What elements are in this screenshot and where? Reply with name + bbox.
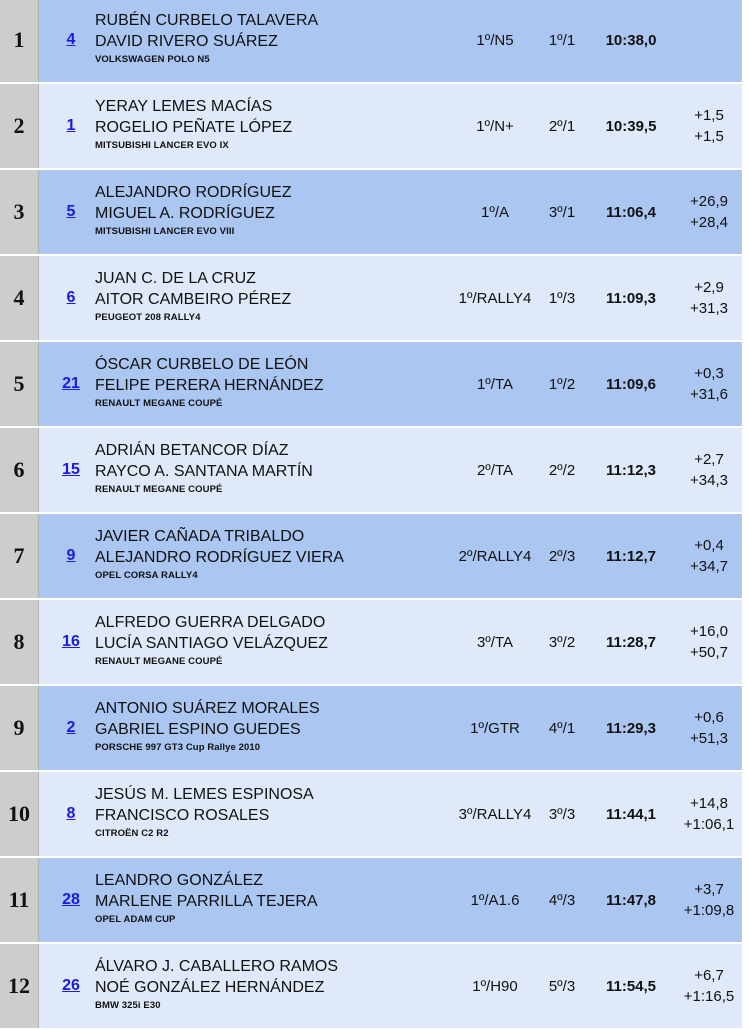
gap-leader: +1:06,1 [683,816,735,833]
position-cell: 1 [0,0,39,82]
group-position: 3º/2 [548,633,576,651]
group-position: 3º/1 [548,203,576,221]
driver-name: JUAN C. DE LA CRUZ [95,270,256,287]
crew-cell [95,268,291,325]
stage-time: 10:39,5 [605,117,657,135]
gap-leader: +51,3 [690,730,728,747]
stage-time: 11:09,3 [605,289,657,307]
codriver-name: LUCÍA SANTIAGO VELÁZQUEZ [95,635,328,652]
gap-previous: +0,4 [694,537,724,554]
position-cell: 7 [0,514,39,598]
gap-leader: +34,3 [690,472,728,489]
gap-previous: +0,6 [694,709,724,726]
car-number-link[interactable]: 5 [66,203,76,220]
codriver-name: FELIPE PERERA HERNÁNDEZ [95,377,324,394]
gap-cell [672,772,746,856]
codriver-name: ROGELIO PEÑATE LÓPEZ [95,119,293,136]
stage-time: 11:44,1 [605,805,657,823]
result-row [0,170,742,256]
result-row [0,0,742,84]
driver-name: JAVIER CAÑADA TRIBALDO [95,528,305,545]
class-position: 1º/A [481,203,509,221]
stage-time: 11:47,8 [605,891,657,909]
gap-cell [672,858,746,942]
gap-cell [672,600,746,684]
crew-cell [95,870,318,927]
car-number-link[interactable]: 1 [66,117,76,134]
crew-cell [95,784,314,841]
crew-cell [95,612,328,669]
gap-leader: +34,7 [690,558,728,575]
group-position: 1º/2 [548,375,576,393]
group-position: 4º/1 [548,719,576,737]
driver-name: JESÚS M. LEMES ESPINOSA [95,786,314,803]
car-model: VOLKSWAGEN POLO N5 [95,54,210,65]
gap-previous: +26,9 [690,193,728,210]
gap-previous: +2,7 [694,451,724,468]
car-number-link[interactable]: 8 [66,805,76,822]
class-position: 1º/RALLY4 [458,289,532,307]
gap-previous: +0,3 [694,365,724,382]
group-position: 2º/2 [548,461,576,479]
position-cell: 2 [0,84,39,168]
car-model: OPEL CORSA RALLY4 [95,570,198,581]
position-cell: 3 [0,170,39,254]
gap-cell [672,170,746,254]
codriver-name: DAVID RIVERO SUÁREZ [95,33,278,50]
stage-time: 11:09,6 [605,375,657,393]
class-position: 1º/A1.6 [470,891,520,909]
result-row [0,686,742,772]
stage-time: 11:12,7 [605,547,657,565]
crew-cell [95,96,292,153]
position-cell: 9 [0,686,39,770]
codriver-name: NOÉ GONZÁLEZ HERNÁNDEZ [95,979,325,996]
codriver-name: MARLENE PARRILLA TEJERA [95,893,318,910]
car-model: BMW 325i E30 [95,1000,161,1011]
driver-name: ÓSCAR CURBELO DE LEÓN [95,356,309,373]
crew-cell [95,10,318,67]
car-number-link[interactable]: 4 [66,31,76,48]
codriver-name: FRANCISCO ROSALES [95,807,270,824]
class-position: 1º/TA [476,375,514,393]
crew-cell [95,354,324,411]
crew-cell [95,526,344,583]
position-cell: 11 [0,858,39,942]
result-row [0,600,742,686]
class-position: 3º/RALLY4 [458,805,532,823]
car-number-link[interactable]: 2 [66,719,76,736]
position-cell: 12 [0,944,39,1028]
result-row [0,256,742,342]
car-model: RENAULT MEGANE COUPÉ [95,656,223,667]
group-position: 4º/3 [548,891,576,909]
car-model: OPEL ADAM CUP [95,914,176,925]
class-position: 1º/GTR [470,719,520,737]
gap-leader: +50,7 [690,644,728,661]
gap-previous: +3,7 [694,881,724,898]
car-number-link[interactable]: 21 [62,375,80,392]
codriver-name: ALEJANDRO RODRÍGUEZ VIERA [95,549,344,566]
class-position: 1º/H90 [472,977,518,995]
car-model: CITROËN C2 R2 [95,828,169,839]
codriver-name: MIGUEL A. RODRÍGUEZ [95,205,275,222]
crew-cell [95,182,291,239]
car-model: PORSCHE 997 GT3 Cup Rallye 2010 [95,742,261,753]
gap-previous: +1,5 [694,107,724,124]
gap-cell [672,0,746,82]
driver-name: RUBÉN CURBELO TALAVERA [95,12,319,29]
stage-time: 10:38,0 [605,31,657,49]
position-cell: 4 [0,256,39,340]
car-model: PEUGEOT 208 RALLY4 [95,312,201,323]
gap-leader: +1:16,5 [683,988,735,1005]
stage-time: 11:12,3 [605,461,657,479]
car-number-link[interactable]: 28 [62,891,80,908]
group-position: 1º/1 [548,31,576,49]
gap-previous: +6,7 [694,967,724,984]
position-cell: 6 [0,428,39,512]
crew-cell [95,956,338,1013]
group-position: 3º/3 [548,805,576,823]
codriver-name: AITOR CAMBEIRO PÉREZ [95,291,292,308]
group-position: 5º/3 [548,977,576,995]
result-row [0,342,742,428]
driver-name: ADRIÁN BETANCOR DÍAZ [95,442,289,459]
gap-leader: +1:09,8 [683,902,735,919]
gap-cell [672,514,746,598]
car-model: MITSUBISHI LANCER EVO VIII [95,226,235,237]
result-row [0,944,742,1030]
driver-name: ALEJANDRO RODRÍGUEZ [95,184,292,201]
stage-time: 11:29,3 [605,719,657,737]
gap-leader: +31,3 [690,300,728,317]
crew-cell [95,440,313,497]
car-number-link[interactable]: 16 [62,633,80,650]
position-cell: 10 [0,772,39,856]
gap-leader: +1,5 [694,128,724,145]
result-row [0,514,742,600]
position-cell: 5 [0,342,39,426]
driver-name: ÁLVARO J. CABALLERO RAMOS [95,958,339,975]
class-position: 2º/RALLY4 [458,547,532,565]
class-position: 3º/TA [476,633,514,651]
driver-name: ANTONIO SUÁREZ MORALES [95,700,320,717]
car-number-link[interactable]: 26 [62,977,80,994]
driver-name: LEANDRO GONZÁLEZ [95,872,264,889]
group-position: 2º/1 [548,117,576,135]
result-row [0,772,742,858]
car-number-link[interactable]: 6 [66,289,76,306]
codriver-name: RAYCO A. SANTANA MARTÍN [95,463,313,480]
class-position: 1º/N5 [476,31,514,49]
gap-previous: +14,8 [690,795,728,812]
gap-leader: +28,4 [690,214,728,231]
class-position: 2º/TA [476,461,514,479]
gap-cell [672,256,746,340]
group-position: 1º/3 [548,289,576,307]
driver-name: YERAY LEMES MACÍAS [95,98,273,115]
gap-cell [672,428,746,512]
gap-cell [672,84,746,168]
gap-cell [672,944,746,1028]
group-position: 2º/3 [548,547,576,565]
class-position: 1º/N+ [476,117,514,135]
result-row [0,84,742,170]
car-number-link[interactable]: 9 [66,547,76,564]
car-model: RENAULT MEGANE COUPÉ [95,484,223,495]
stage-time: 11:28,7 [605,633,657,651]
gap-cell [672,686,746,770]
result-row [0,858,742,944]
driver-name: ALFREDO GUERRA DELGADO [95,614,326,631]
car-model: RENAULT MEGANE COUPÉ [95,398,223,409]
gap-cell [672,342,746,426]
car-number-link[interactable]: 15 [62,461,80,478]
gap-previous: +16,0 [690,623,728,640]
stage-time: 11:06,4 [605,203,657,221]
result-row [0,428,742,514]
stage-time: 11:54,5 [605,977,657,995]
gap-previous: +2,9 [694,279,724,296]
codriver-name: GABRIEL ESPINO GUEDES [95,721,301,738]
position-cell: 8 [0,600,39,684]
gap-leader: +31,6 [690,386,728,403]
car-model: MITSUBISHI LANCER EVO IX [95,140,229,151]
crew-cell [95,698,320,755]
